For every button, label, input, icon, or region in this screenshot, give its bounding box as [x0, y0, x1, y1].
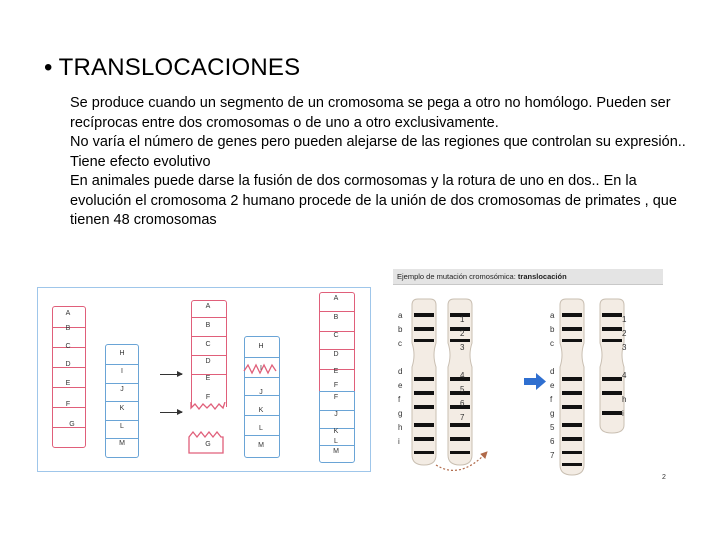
chrom5-label-1: A	[333, 295, 339, 302]
chrom4-label-m: M	[258, 442, 264, 449]
chrom3-label-d: D	[205, 358, 211, 365]
after-number-1: 1	[622, 315, 627, 324]
slide-title	[44, 54, 300, 82]
before-number-6: 6	[460, 399, 465, 408]
before-number-1: 1	[460, 315, 465, 324]
blue-arrow	[524, 373, 546, 390]
chrom2-label-i: I	[121, 368, 123, 375]
chrom5-label-6: F	[333, 382, 339, 389]
chrom1-label-d: D	[65, 361, 71, 368]
chromosome-pair-after	[560, 299, 627, 475]
chrom2-label-k: K	[119, 405, 125, 412]
arrow-upper	[160, 374, 182, 375]
after-letter-i: i	[622, 409, 624, 418]
after-number-5: 5	[550, 423, 555, 432]
chrom2-label-h: H	[119, 350, 125, 357]
chrom5-label-10: L	[334, 438, 338, 445]
chrom3-label-b: B	[205, 322, 211, 329]
chrom4-label-j: J	[259, 389, 263, 396]
before-letter-b: b	[398, 325, 403, 334]
arrow-lower	[160, 412, 182, 413]
chrom3-break-edge	[190, 402, 226, 410]
after-number-4: 4	[622, 371, 627, 380]
chromosome-5-translocated-top	[319, 292, 355, 393]
before-number-7: 7	[460, 413, 465, 422]
after-letter-b: b	[550, 325, 555, 334]
after-numbers	[622, 313, 626, 421]
page-number: 2	[662, 474, 666, 481]
chrom4-label-i: I	[260, 365, 262, 372]
translocation-diagram-left	[37, 287, 371, 472]
chrom3-label-e: E	[205, 375, 211, 382]
before-number-4: 4	[460, 371, 465, 380]
chrom1-label-f: F	[65, 401, 71, 408]
figure-header-bold: translocación	[517, 272, 567, 281]
chrom5-label-3: C	[333, 332, 339, 339]
chrom5-label-11: M	[333, 448, 339, 455]
after-letter-h: h	[622, 395, 627, 404]
before-number-2: 2	[460, 329, 465, 338]
chrom1-label-g: G	[69, 421, 75, 428]
before-numbers	[460, 313, 464, 425]
chrom1-label-c: C	[65, 343, 71, 350]
title-bullet: •	[44, 54, 53, 81]
figure-header-prefix: Ejemplo de mutación cromosómica:	[397, 272, 516, 281]
title-text: TRANSLOCACIONES	[58, 54, 301, 81]
before-letter-a: a	[398, 311, 403, 320]
before-letter-e: e	[398, 381, 403, 390]
chrom1-label-b: B	[65, 325, 71, 332]
chrom5-label-2: B	[333, 314, 339, 321]
paragraph-1: Se produce cuando un segmento de un cromosoma se pega a otro no homólogo. Pueden ser recíprocas entre dos cromosomas o de uno a otro exclusivamente.	[70, 95, 671, 131]
chrom4-label-l: L	[259, 425, 263, 432]
after-number-6: 6	[550, 437, 555, 446]
after-letter-d: d	[550, 367, 555, 376]
translocation-diagram-right	[390, 265, 666, 480]
after-letter-e: e	[550, 381, 555, 390]
chrom5-label-7: F	[333, 394, 339, 401]
chrom1-label-e: E	[65, 380, 71, 387]
chrom4-label-k: K	[258, 407, 264, 414]
slide-body	[70, 94, 700, 231]
paragraph-3: En animales puede darse la fusión de dos cormosomas y la rotura de uno en dos.. En la evolución el cromosoma 2 humano procede de la unión de dos cromosomas de primates , que tienen 48 cromosomas	[70, 173, 677, 228]
after-letters	[550, 309, 554, 463]
after-number-3: 3	[622, 343, 627, 352]
chrom5-label-9: K	[333, 428, 339, 435]
chrom3-label-f: F	[205, 394, 211, 401]
after-letter-g: g	[550, 409, 555, 418]
before-letter-d: d	[398, 367, 403, 376]
paragraph-2: No varía el número de genes pero pueden alejarse de las regiones que controlan su expresión.. Tiene efecto evolutivo	[70, 134, 686, 170]
chrom2-label-l: L	[120, 423, 124, 430]
chrom3-label-c: C	[205, 341, 211, 348]
before-letter-h: h	[398, 423, 403, 432]
chrom5-label-5: E	[333, 368, 339, 375]
after-letter-c: c	[550, 339, 554, 348]
chrom5-label-8: J	[334, 411, 338, 418]
chrom2-label-m: M	[119, 440, 125, 447]
before-letter-f: f	[398, 395, 401, 404]
before-letter-g: g	[398, 409, 403, 418]
before-letters	[398, 309, 402, 449]
after-number-2: 2	[622, 329, 627, 338]
before-number-5: 5	[460, 385, 465, 394]
after-letter-f: f	[550, 395, 553, 404]
chrom5-label-4: D	[333, 351, 339, 358]
after-letter-a: a	[550, 311, 555, 320]
chromosome-3-broken	[191, 300, 227, 407]
after-number-7: 7	[550, 451, 555, 460]
chrom3-label-g: G	[205, 441, 211, 448]
chromosome-4	[244, 336, 280, 458]
chrom3-label-a: A	[205, 303, 211, 310]
before-number-3: 3	[460, 343, 465, 352]
before-letter-c: c	[398, 339, 402, 348]
before-letter-i: i	[398, 437, 400, 446]
chrom1-label-a: A	[65, 310, 71, 317]
chrom4-label-h: H	[258, 343, 264, 350]
chrom2-label-j: J	[120, 386, 124, 393]
